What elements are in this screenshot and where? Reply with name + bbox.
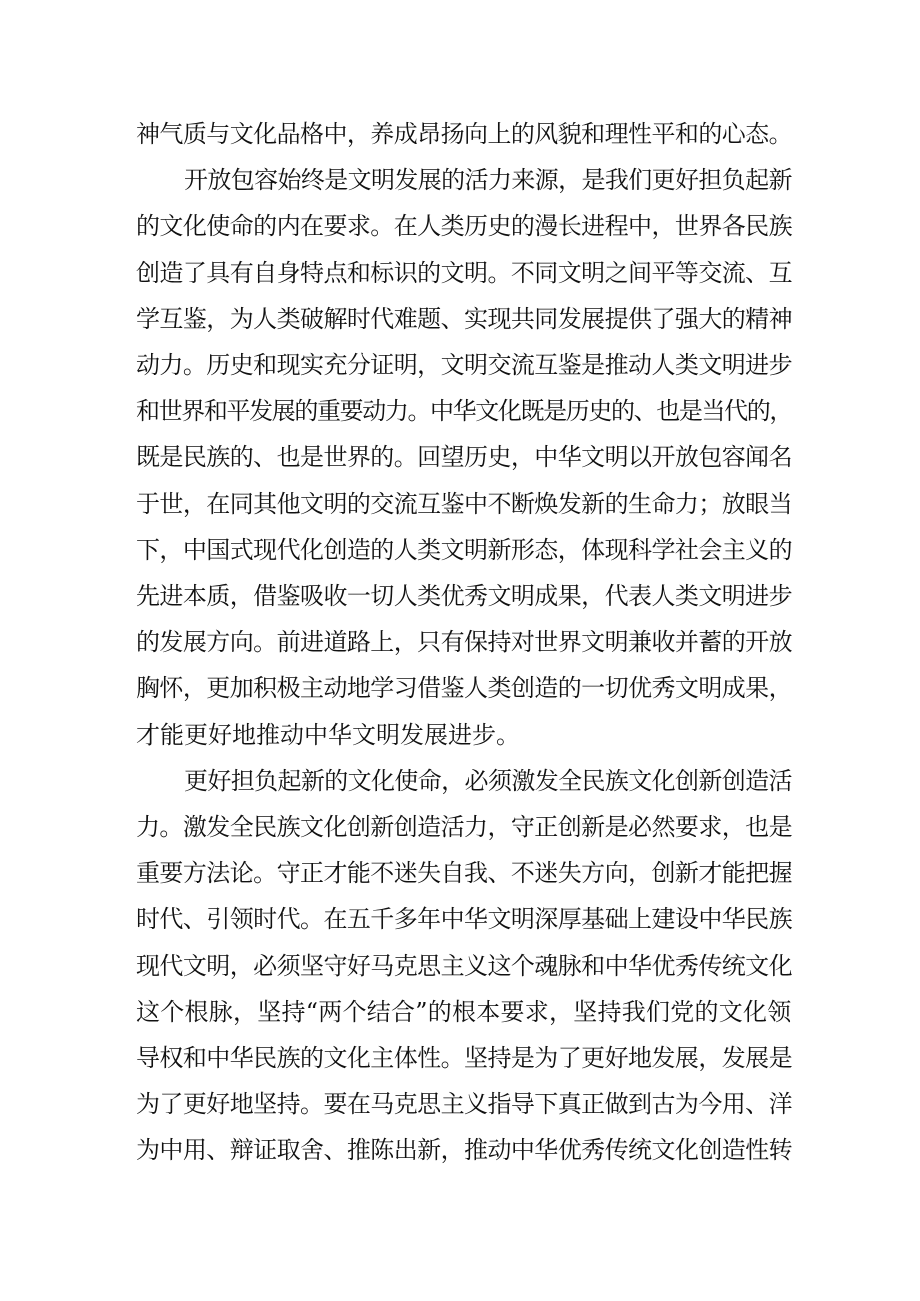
text-line: 于世，在同其他文明的交流互鉴中不断焕发新的生命力；放眼当 — [136, 490, 793, 518]
text-line: 时代、引领时代。在五千多年中华文明深厚基础上建设中华民族 — [136, 905, 793, 933]
text-line: 先进本质，借鉴吸收一切人类优秀文明成果，代表人类文明进步 — [136, 582, 793, 610]
text-line: 更好担负起新的文化使命，必须激发全民族文化创新创造活 — [184, 767, 792, 795]
text-line: 动力。历史和现实充分证明，文明交流互鉴是推动人类文明进步 — [136, 351, 793, 379]
text-line: 力。激发全民族文化创新创造活力，守正创新是必然要求，也是 — [136, 813, 793, 841]
text-line: 创造了具有自身特点和标识的文明。不同文明之间平等交流、互 — [136, 259, 793, 287]
text-line: 的文化使命的内在要求。在人类历史的漫长进程中，世界各民族 — [136, 212, 793, 240]
text-line: 的发展方向。前进道路上，只有保持对世界文明兼收并蓄的开放 — [136, 628, 793, 656]
text-line: 开放包容始终是文明发展的活力来源，是我们更好担负起新 — [184, 166, 792, 194]
text-line: 神气质与文化品格中，养成昂扬向上的风貌和理性平和的心态。 — [136, 120, 793, 148]
text-line: 导权和中华民族的文化主体性。坚持是为了更好地发展，发展是 — [136, 1044, 793, 1072]
text-line: 为了更好地坚持。要在马克思主义指导下真正做到古为今用、洋 — [136, 1090, 793, 1118]
text-line: 胸怀，更加积极主动地学习借鉴人类创造的一切优秀文明成果， — [136, 674, 793, 702]
text-line: 下，中国式现代化创造的人类文明新形态，体现科学社会主义的 — [136, 536, 793, 564]
text-line: 学互鉴，为人类破解时代难题、实现共同发展提供了强大的精神 — [136, 305, 793, 333]
text-line: 和世界和平发展的重要动力。中华文化既是历史的、也是当代的， — [136, 397, 792, 425]
text-line: 既是民族的、也是世界的。回望历史，中华文明以开放包容闻名 — [136, 443, 793, 471]
text-line: 为中用、辩证取舍、推陈出新，推动中华优秀传统文化创造性转 — [136, 1136, 793, 1164]
text-line: 这个根脉，坚持“两个结合”的根本要求，坚持我们党的文化领 — [136, 998, 792, 1026]
text-line: 才能更好地推动中华文明发展进步。 — [136, 721, 520, 749]
text-line: 重要方法论。守正才能不迷失自我、不迷失方向，创新才能把握 — [136, 859, 793, 887]
text-line: 现代文明，必须坚守好马克思主义这个魂脉和中华优秀传统文化 — [136, 952, 793, 980]
